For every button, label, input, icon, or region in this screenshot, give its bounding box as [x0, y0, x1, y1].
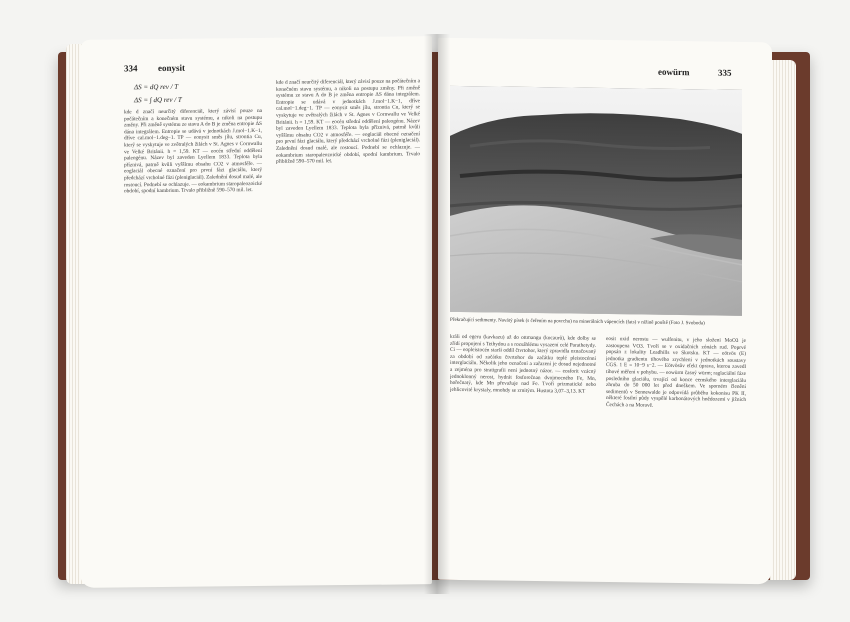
- right-page: [438, 38, 772, 585]
- photo-caption: Překračující sedimenty. Navátý písek (s čeřením na povrchu) na minerálních vápencích (fats) v nížině pouště (Foto J. Svoboda): [450, 317, 705, 327]
- left-page: [80, 36, 432, 588]
- dune-photograph: [450, 86, 742, 316]
- right-column-1: [450, 334, 596, 572]
- entropy-formula-2: ΔS = ∫ dQ rev / T: [134, 95, 182, 105]
- running-head-left: eonysit: [158, 62, 185, 74]
- running-head-right: eowürm: [658, 66, 690, 78]
- right-column-1-text: králi od egeru (kavkazu) až do ottmangu (kocaurů), kde dolby se zřídí propojení s Tethydou a s rozsáhlému vysazení celé Parathetydy. Ci — eopleistocén starší oddíl čtvrtohor, který zpravidla označovaný za období od začátku čtvrtohor do začátku teplé pleistocénní interglaciálu. Několik jeho označení a zařazení je dosud nejednotné a zejména pro stratigrafii není jednotný názor. — eosforit vzácný jednoklonný nerost, hydrát fosforečnan dvojmocného Fe, Mn, hořečnatý, kde Mn převažuje nad Fe. Tvoří prizmatické nebo jehlicovité krystaly, mnohdy se zrnitým. Hustota 3,07–3,13. KT: [450, 333, 596, 395]
- left-column-2: [276, 78, 420, 576]
- right-column-2-text: eosit oxid nerostu — wulfenitu, v jeho složení MoO3 je zastoupena VO3. Tvoří se v oxidačních zónách rud. Poprvé popsán z lokality Leadhills ve Skotsku. KT — eötvös (E) jednotka gradientu tíhového zrychlení v jednotkách soustavy CGS. 1 E = 10−9 s−2. — Eötvösův efekt úprava, kterou zavedl tíhové měření v pohybu. — eowürm časný würm; raglaciální fáze posledního glaciálu, trvající od konce eemského interglaciálu zhruba do 50 000 let před dneškem. Ve sporném členění sedimentů v Sennewalde je odpovídá průběhu kokonisu PK II, některé fosilní půdy vyspělé karbonátových hnědozemí v jižních Čechách a na Moravě.: [606, 336, 746, 409]
- left-column-2-text: kde d značí neurčitý diferenciál, který závisí pouze na počátečním a konečném stavu systému, a nikoli na postupu změny. Při změně systému ze stavu A do B je změna entropie ΔS dána integrálem. Entropie se udává v jednotkách J.mol−1.K−1, dříve cal.mol−1.deg−1. TP — eonysit směs jílu, strontia Cu, který se vyskytuje ve zvětralých žilách v St. Agnes v Cornwallu ve Velké Británii. h = 1,59. KT — eocén střední oddělení paleogénu. Název byl zaveden Lyellem 1833. Teplota byla příznivá, patrně kvůli vyššímu obsahu CO2 v atmosféře. — eoglaciál obecné označení pro první fázi glaciálu, který předchází vrcholné fázi (pleniglaciál). Zalednění dosud malé, ale rostoucí. Podnebí se ochlazuje. — eokambrium staropaleozoické období, spodní kambrium. Trvalo přibližně 590–570 mil. let.: [276, 78, 420, 165]
- page-number-left: 334: [124, 63, 138, 74]
- page-edges-right: [770, 60, 796, 580]
- book-gutter-shadow: [424, 34, 450, 594]
- left-column-1: [124, 80, 262, 577]
- left-column-1-text: kde d značí neurčitý diferenciál, který závisí pouze na počátečním a konečném stavu systému, a nikoli na postupu změny. Při změně systému ze stavu A do B je změna entropie ΔS dána integrálem. Entropie se udává v jednotkách J.mol−1.K−1, dříve cal.mol−1.deg−1. TP — eonysit směs jílu, strontia Cu, který se vyskytuje ve zvětralých žilách v St. Agnes v Cornwallu ve Velké Británii. h = 1,59. KT — eocén střední oddělení paleogénu. Název byl zaveden Lyellem 1833. Teplota byla příznivá, patrně kvůli vyššímu obsahu CO2 v atmosféře. — eoglaciál obecné označení pro první fázi glaciálu, který předchází vrcholné fázi (pleniglaciál). Zalednění dosud malé, ale rostoucí. Podnebí se ochlazuje. — eokambrium staropaleozoické období, spodní kambrium. Trvalo přibližně 590–570 mil. let.: [124, 107, 262, 195]
- dune-photo-image: [450, 86, 742, 316]
- entropy-formula-1: ΔS = dQ rev / T: [134, 82, 179, 92]
- right-column-2: [606, 336, 746, 574]
- page-number-right: 335: [718, 67, 732, 78]
